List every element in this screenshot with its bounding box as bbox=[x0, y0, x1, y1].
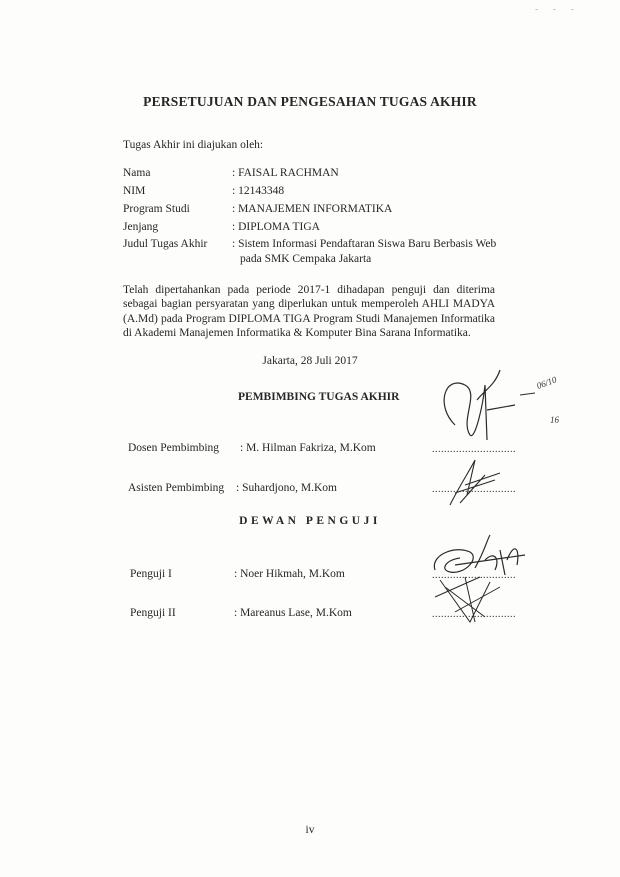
approval-paragraph: Telah dipertahankan pada periode 2017-1 dihadapan penguji dan diterima sebagai bagian persyaratan yang diperlukan untuk memperoleh AHLI MADYA (A.Md) pada Program DIPLOMA TIGA Program Studi Manajemen Informatika di Akademi Manajemen Informatika & Komputer Bina Sarana Informatika. bbox=[123, 284, 495, 340]
field-label-jenjang: Jenjang bbox=[123, 221, 159, 233]
field-value-nim: : 12143348 bbox=[232, 185, 285, 197]
examiner-role-2: Penguji II bbox=[130, 607, 176, 619]
page-number: iv bbox=[305, 824, 315, 836]
svg-text:06/10: 06/10 bbox=[535, 374, 558, 391]
signature-advisor-1 bbox=[425, 365, 575, 445]
svg-text:16: 16 bbox=[550, 415, 559, 425]
field-value-program-studi: : MANAJEMEN INFORMATIKA bbox=[232, 203, 393, 215]
field-value-nama: : FAISAL RACHMAN bbox=[232, 167, 339, 179]
field-label-program-studi: Program Studi bbox=[123, 203, 190, 215]
field-value-jenjang: : DIPLOMA TIGA bbox=[232, 221, 320, 233]
advisor-heading: PEMBIMBING TUGAS AKHIR bbox=[238, 391, 400, 403]
advisor-name-1: : M. Hilman Fakriza, M.Kom bbox=[240, 442, 376, 454]
intro-text: Tugas Akhir ini diajukan oleh: bbox=[123, 139, 264, 151]
signature-line-advisor-1: ............................ bbox=[432, 444, 516, 455]
examiner-name-2: : Mareanus Lase, M.Kom bbox=[234, 607, 352, 619]
field-label-judul: Judul Tugas Akhir bbox=[123, 238, 208, 250]
signing-date: Jakarta, 28 Juli 2017 bbox=[262, 355, 358, 367]
signature-line-examiner-2: ............................ bbox=[432, 609, 516, 620]
signature-advisor-2 bbox=[445, 455, 505, 510]
signature-examiner-2 bbox=[430, 572, 510, 627]
field-label-nim: NIM bbox=[123, 185, 146, 197]
advisor-name-2: : Suhardjono, M.Kom bbox=[236, 482, 337, 494]
scan-artifact: - - - bbox=[535, 4, 580, 15]
page-title: PERSETUJUAN DAN PENGESAHAN TUGAS AKHIR bbox=[143, 94, 477, 109]
field-value-judul-line2: pada SMK Cempaka Jakarta bbox=[240, 253, 372, 265]
examiner-role-1: Penguji I bbox=[130, 568, 172, 580]
advisor-role-1: Dosen Pembimbing bbox=[128, 442, 220, 454]
field-label-nama: Nama bbox=[123, 167, 151, 179]
field-value-judul: : Sistem Informasi Pendaftaran Siswa Baru Berbasis Web bbox=[232, 238, 497, 250]
advisor-role-2: Asisten Pembimbing bbox=[128, 482, 225, 494]
board-heading: DEWAN PENGUJI bbox=[239, 515, 381, 527]
examiner-name-1: : Noer Hikmah, M.Kom bbox=[234, 568, 345, 580]
signature-line-advisor-2: ............................ bbox=[432, 484, 516, 495]
signature-line-examiner-1: ............................ bbox=[432, 570, 516, 581]
